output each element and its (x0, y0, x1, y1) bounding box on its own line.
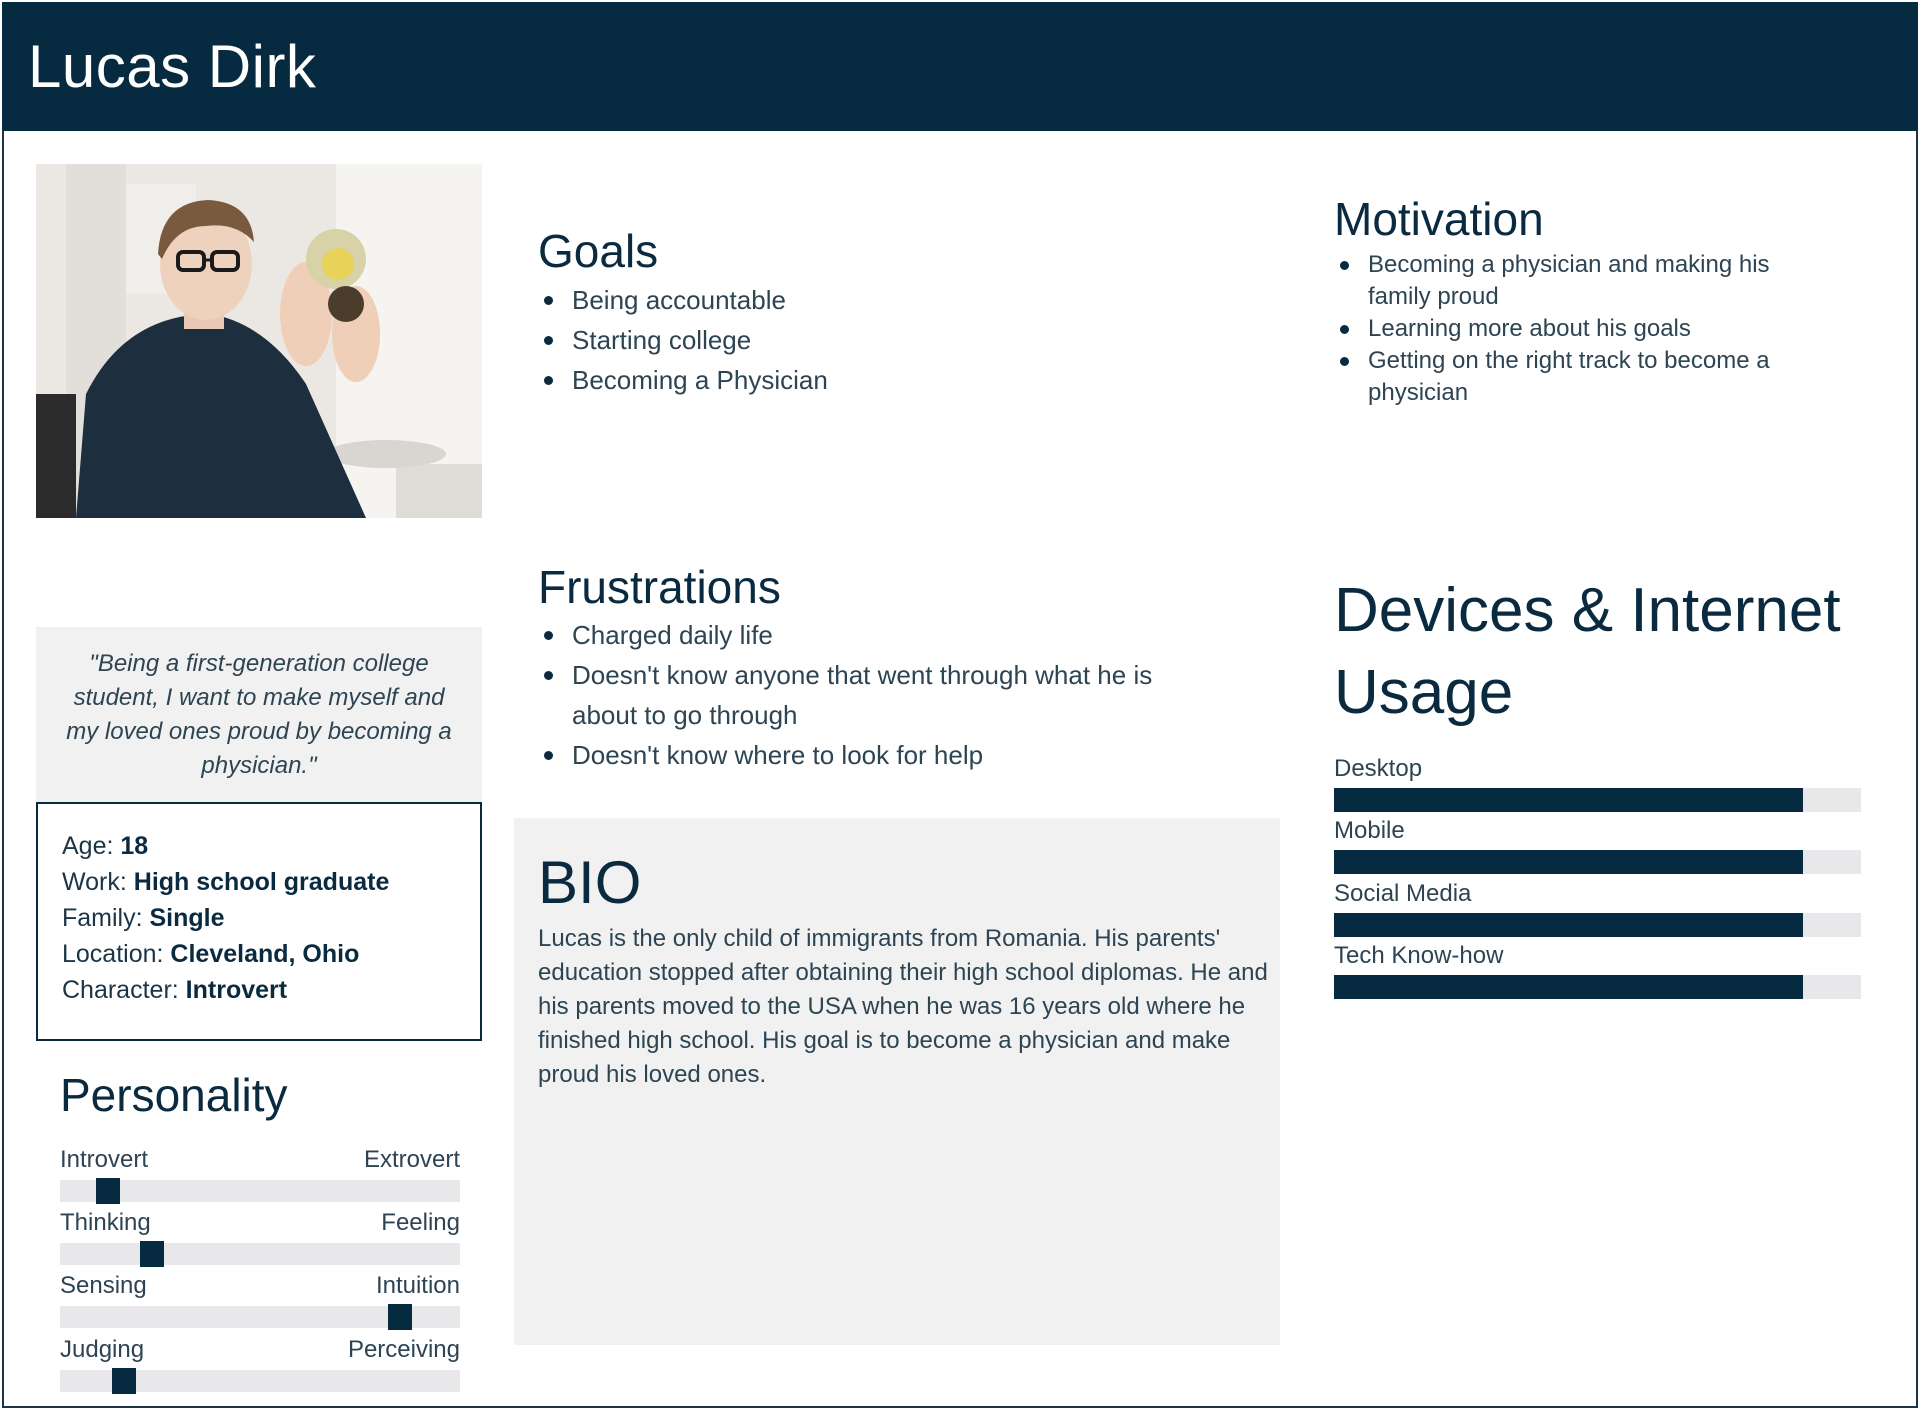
trait-right-label: Extrovert (363, 1146, 460, 1173)
trait-left-label: Thinking (60, 1209, 151, 1236)
demo-character: Character: Introvert (62, 976, 288, 1004)
list-item: Doesn't know where to look for help (538, 735, 1218, 775)
trait-judging-perceiving (60, 1336, 460, 1396)
list-item: Charged daily life (538, 615, 1218, 655)
trait-track (60, 1243, 460, 1265)
trait-marker (96, 1178, 120, 1204)
trait-marker (140, 1241, 164, 1267)
trait-marker (112, 1368, 136, 1394)
demographics-box (36, 802, 482, 1041)
persona-name: Lucas Dirk (28, 33, 317, 100)
list-item: Learning more about his goals (1334, 313, 1834, 345)
usage-track (1334, 975, 1861, 999)
list-item: Getting on the right track to become a physician (1334, 345, 1834, 409)
usage-track (1334, 913, 1861, 937)
demo-location: Location: Cleveland, Ohio (62, 940, 360, 968)
trait-right-label: Feeling (381, 1209, 460, 1236)
list-item: Becoming a Physician (538, 360, 1238, 400)
devices-title: Devices & Internet Usage (1334, 576, 1841, 727)
trait-track (60, 1306, 460, 1328)
device-label: Social Media (1334, 880, 1472, 907)
motivation-title: Motivation (1334, 193, 1544, 245)
trait-introvert-extrovert (60, 1146, 460, 1206)
trait-left-label: Introvert (60, 1146, 149, 1173)
trait-left-label: Judging (60, 1336, 145, 1363)
persona-photo (36, 164, 482, 518)
list-item: Starting college (538, 320, 1238, 360)
trait-right-label: Perceiving (347, 1336, 460, 1363)
usage-bar (1334, 788, 1803, 812)
header-bar (2, 2, 1918, 131)
usage-track (1334, 850, 1861, 874)
demo-age: Age: 18 (62, 832, 149, 860)
trait-left-label: Sensing (60, 1272, 147, 1299)
motivation-list (1334, 249, 1834, 409)
usage-bar (1334, 913, 1803, 937)
persona-quote: "Being a first-generation college student, I want to make myself and my loved ones proud by becoming a physician." (66, 649, 452, 779)
device-mobile (1334, 816, 1861, 876)
trait-thinking-feeling (60, 1209, 460, 1269)
demo-family: Family: Single (62, 904, 225, 932)
goals-list (538, 280, 1238, 400)
trait-marker (388, 1304, 412, 1330)
list-item: Being accountable (538, 280, 1238, 320)
device-label: Tech Know-how (1334, 942, 1504, 969)
trait-right-label: Intuition (375, 1272, 460, 1299)
bio-title: BIO (538, 849, 642, 916)
bio-text: Lucas is the only child of immigrants from Romania. His parents' education stopped after obtaining their high school diplomas. He and his parents moved to the USA when he was 16 years old where he finished high school. His goal is to become a physician and make proud his loved ones. (538, 925, 1268, 1088)
device-label: Mobile (1334, 817, 1405, 844)
device-desktop (1334, 754, 1861, 814)
bio-panel (514, 818, 1280, 1345)
usage-track (1334, 788, 1861, 812)
list-item: Becoming a physician and making his family proud (1334, 249, 1834, 313)
frustrations-list (538, 615, 1218, 775)
frustrations-title: Frustrations (538, 561, 781, 613)
trait-sensing-intuition (60, 1272, 460, 1332)
usage-bar (1334, 850, 1803, 874)
demo-work: Work: High school graduate (62, 868, 390, 896)
list-item: Doesn't know anyone that went through what he is about to go through (538, 655, 1218, 735)
personality-title: Personality (60, 1069, 288, 1121)
device-social-media (1334, 879, 1861, 939)
trait-track (60, 1180, 460, 1202)
trait-track (60, 1370, 460, 1392)
device-label: Desktop (1334, 755, 1423, 782)
goals-title: Goals (538, 225, 659, 277)
device-tech-know-how (1334, 941, 1861, 1001)
quote-box (36, 627, 482, 802)
usage-bar (1334, 975, 1803, 999)
